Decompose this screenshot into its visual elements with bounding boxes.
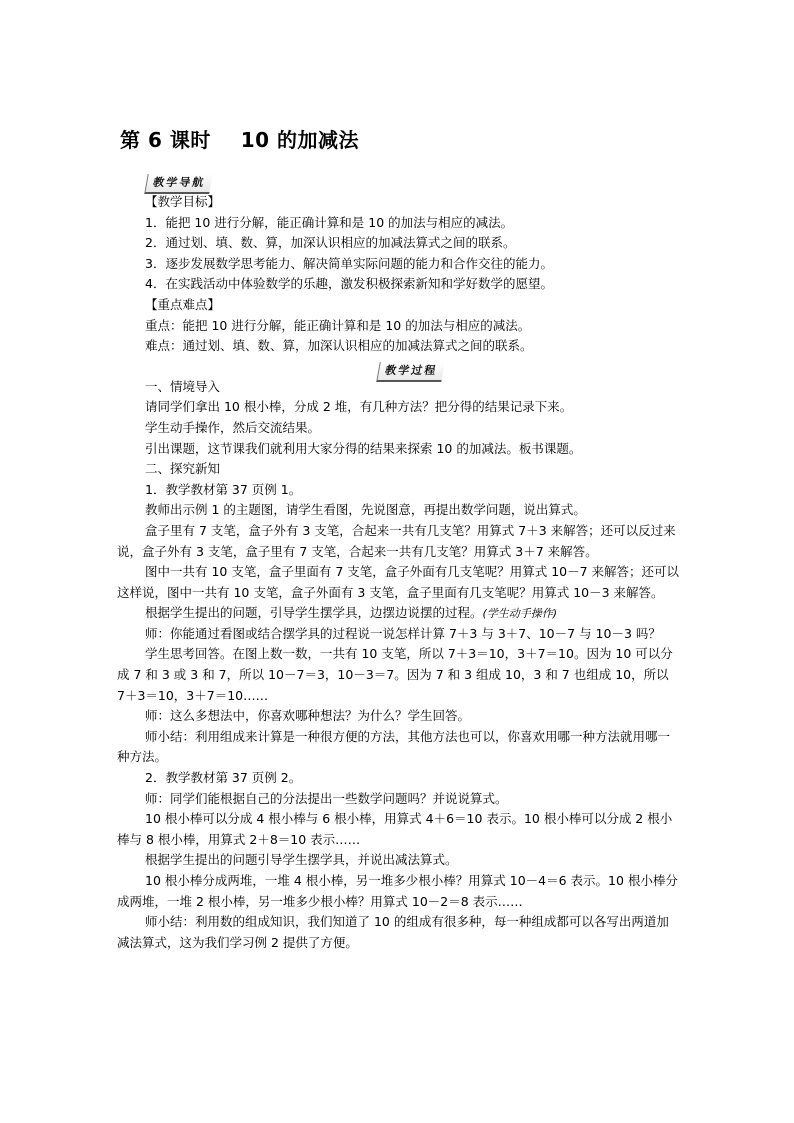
paragraph: 师小结：利用组成来计算是一种很方便的方法，其他方法也可以，你喜欢用哪一种方法就用哪一种方法。 (117, 728, 671, 765)
paragraph: 10 根小棒分成两堆，一堆 4 根小棒，另一堆多少根小棒？用算式 10－4＝6 表示。10 根小棒分成两堆，一堆 2 根小棒，另一堆多少根小棒？用算式 10－2＝8 表示…… (117, 873, 678, 909)
teaching-process-badge: 教学过程 (376, 362, 445, 382)
paragraph: 教师出示例 1 的主题图，请学生看图，先说图意，再提出数学问题，说出算式。 (145, 502, 586, 518)
objective-item: 1．能把 10 进行分解，能正确计算和是 10 的加法与相应的减法。 (145, 214, 514, 230)
paragraph: 根据学生提出的问题引导学生摆学具，并说出减法算式。 (145, 852, 458, 868)
paragraph: 学生思考回答。在图上数一数，一共有 10 支笔，所以 7＋3＝10，3＋7＝10。因为 10 可以分成 7 和 3 或 3 和 7，所以 10－7＝3，10－3＝7。因为 7 和 3 组成 10，3 和 7 也组成 10，所以 7＋3＝10，3＋7＝10…… (117, 646, 673, 703)
lesson-title: 第 6 课时 10 的加减法 (120, 128, 359, 152)
paragraph: 师：你能通过看图或结合摆学具的过程说一说怎样计算 7＋3 与 3＋7、10－7 与 10－3 吗？ (145, 625, 661, 641)
key-point: 重点：能把 10 进行分解，能正确计算和是 10 的加法与相应的减法。 (145, 317, 531, 333)
section-heading-explore: 二、探究新知 (145, 461, 221, 477)
paragraph: 引出课题，这节课我们就利用大家分得的结果来探索 10 的加减法。板书课题。 (145, 440, 582, 456)
paragraph: 盒子里有 7 支笔，盒子外有 3 支笔，合起来一共有几支笔？用算式 7＋3 来解答；还可以反过来说，盒子外有 3 支笔，盒子里有 7 支笔，合起来一共有几支笔？用算式 3＋7 来解答。 (117, 522, 676, 559)
paragraph: 师：同学们能根据自己的分法提出一些数学问题吗？并说说算式。 (145, 790, 508, 806)
objectives-heading: 【教学目标】 (145, 194, 221, 209)
key-points-heading: 【重点难点】 (145, 296, 221, 312)
teaching-navigation-badge: 教学导航 (144, 174, 213, 194)
objective-item: 2．通过划、填、数、算，加深认识相应的加减法算式之间的联系。 (145, 235, 516, 251)
badge-spacer (117, 357, 680, 377)
paragraph (117, 603, 680, 624)
paragraph: 师：这么多想法中，你喜欢哪种想法？为什么？学生回答。 (145, 708, 471, 724)
section-heading-intro: 一、情境导入 (145, 378, 221, 394)
paragraph: 图中一共有 10 支笔，盒子里面有 7 支笔，盒子外面有几支笔呢？用算式 10－7 来解答；还可以这样说，图中一共有 10 支笔，盒子外面有 3 支笔，盒子里面有几支笔呢？用算式 10－3 来解答。 (117, 564, 680, 600)
paragraph: 学生动手操作，然后交流结果。 (145, 419, 321, 435)
difficult-point: 难点：通过划、填、数、算，加深认识相应的加减法算式之间的联系。 (145, 338, 533, 354)
paragraph: 1．教学教材第 37 页例 1。 (145, 481, 302, 497)
objective-item: 4．在实践活动中体验数学的乐趣，激发积极探索新知和学好数学的愿望。 (145, 276, 553, 292)
paragraph: 师小结：利用数的组成知识，我们知道了 10 的组成有很多种，每一种组成都可以各写出两道加减法算式，这为我们学习例 2 提供了方便。 (117, 914, 669, 950)
objective-item: 3．逐步发展数学思考能力、解决简单实际问题的能力和合作交往的能力。 (145, 255, 553, 271)
paragraph-text: 根据学生提出的问题，引导学生摆学具，边摆边说摆的过程。 (145, 605, 483, 621)
paragraph: 2．教学教材第 37 页例 2。 (145, 770, 302, 786)
paragraph: 请同学们拿出 10 根小棒，分成 2 堆，有几种方法？把分得的结果记录下来。 (145, 399, 573, 415)
operation-note: (学生动手操作) (482, 607, 558, 621)
paragraph: 10 根小棒可以分成 4 根小棒与 6 根小棒，用算式 4＋6＝10 表示。10 根小棒可以分成 2 根小棒与 8 根小棒，用算式 2＋8＝10 表示…… (117, 811, 673, 847)
document-body (117, 192, 680, 953)
